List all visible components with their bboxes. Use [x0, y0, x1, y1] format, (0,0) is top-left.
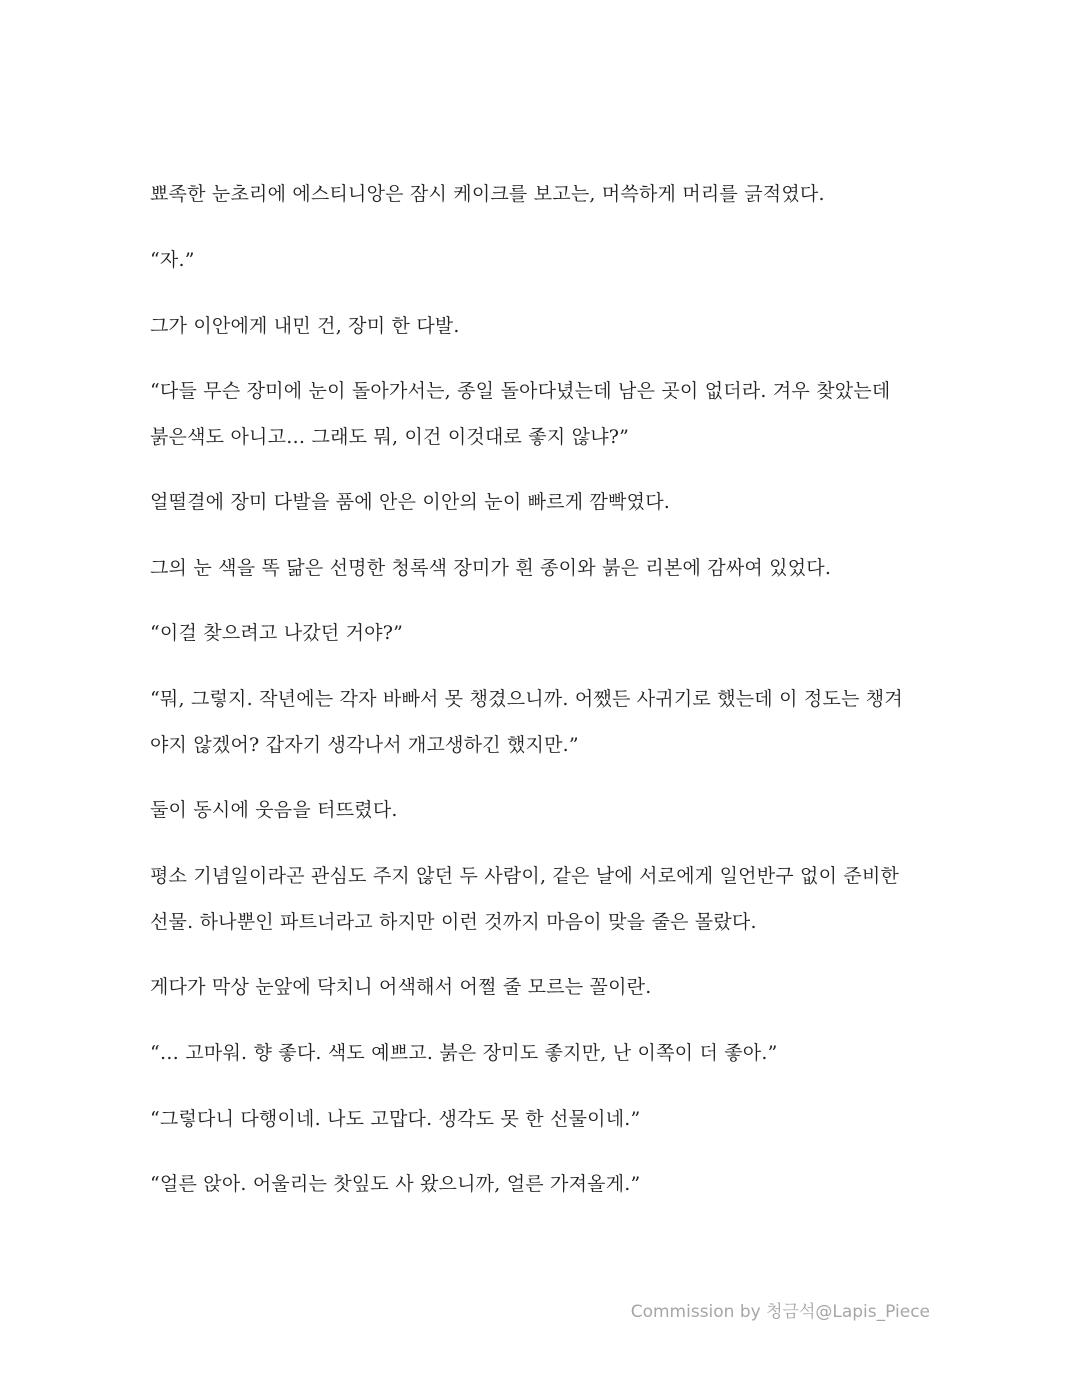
- paragraph-5: 얼떨결에 장미 다발을 품에 안은 이안의 눈이 빠르게 깜빡였다.: [150, 491, 671, 513]
- paragraph-2: “자.”: [150, 249, 195, 271]
- paragraph-11: 게다가 막상 눈앞에 닥치니 어색해서 어쩔 줄 모르는 꼴이란.: [150, 976, 652, 998]
- paragraph-7: “이걸 찾으려고 나갔던 거야?”: [150, 622, 404, 644]
- paragraph-14: “얼른 앉아. 어울리는 찻잎도 사 왔으니까, 얼른 가져올게.”: [150, 1173, 641, 1195]
- paragraph-4: “다들 무슨 장미에 눈이 돌아가서는, 종일 돌아다녔는데 남은 곳이 없더라. 겨우 찾았는데 붉은색도 아니고… 그래도 뭐, 이건 이것대로 좋지 않냐?”: [150, 380, 891, 448]
- commission-credit: Commission by 청금석@Lapis_Piece: [630, 1302, 930, 1322]
- paragraph-3: 그가 이안에게 내민 건, 장미 한 다발.: [150, 315, 460, 337]
- paragraph-12: “… 고마워. 향 좋다. 색도 예쁘고. 붉은 장미도 좋지만, 난 이쪽이 더 좋아.”: [150, 1042, 778, 1064]
- paragraph-9: 둘이 동시에 웃음을 터뜨렸다.: [150, 799, 398, 821]
- paragraph-10: 평소 기념일이라곤 관심도 주지 않던 두 사람이, 같은 날에 서로에게 일언반구 없이 준비한 선물. 하나뿐인 파트너라고 하지만 이런 것까지 마음이 맞을 줄은 몰랐다.: [150, 865, 900, 933]
- paragraph-1: 뾰족한 눈초리에 에스티니앙은 잠시 케이크를 보고는, 머쓱하게 머리를 긁적였다.: [150, 183, 825, 205]
- paragraph-13: “그렇다니 다행이네. 나도 고맙다. 생각도 못 한 선물이네.”: [150, 1108, 641, 1130]
- paragraph-6: 그의 눈 색을 똑 닮은 선명한 청록색 장미가 흰 종이와 붉은 리본에 감싸여 있었다.: [150, 557, 832, 579]
- paragraph-8: “뭐, 그렇지. 작년에는 각자 바빠서 못 챙겼으니까. 어쨌든 사귀기로 했는데 이 정도는 챙겨 야지 않겠어? 갑자기 생각나서 개고생하긴 했지만.”: [150, 688, 903, 756]
